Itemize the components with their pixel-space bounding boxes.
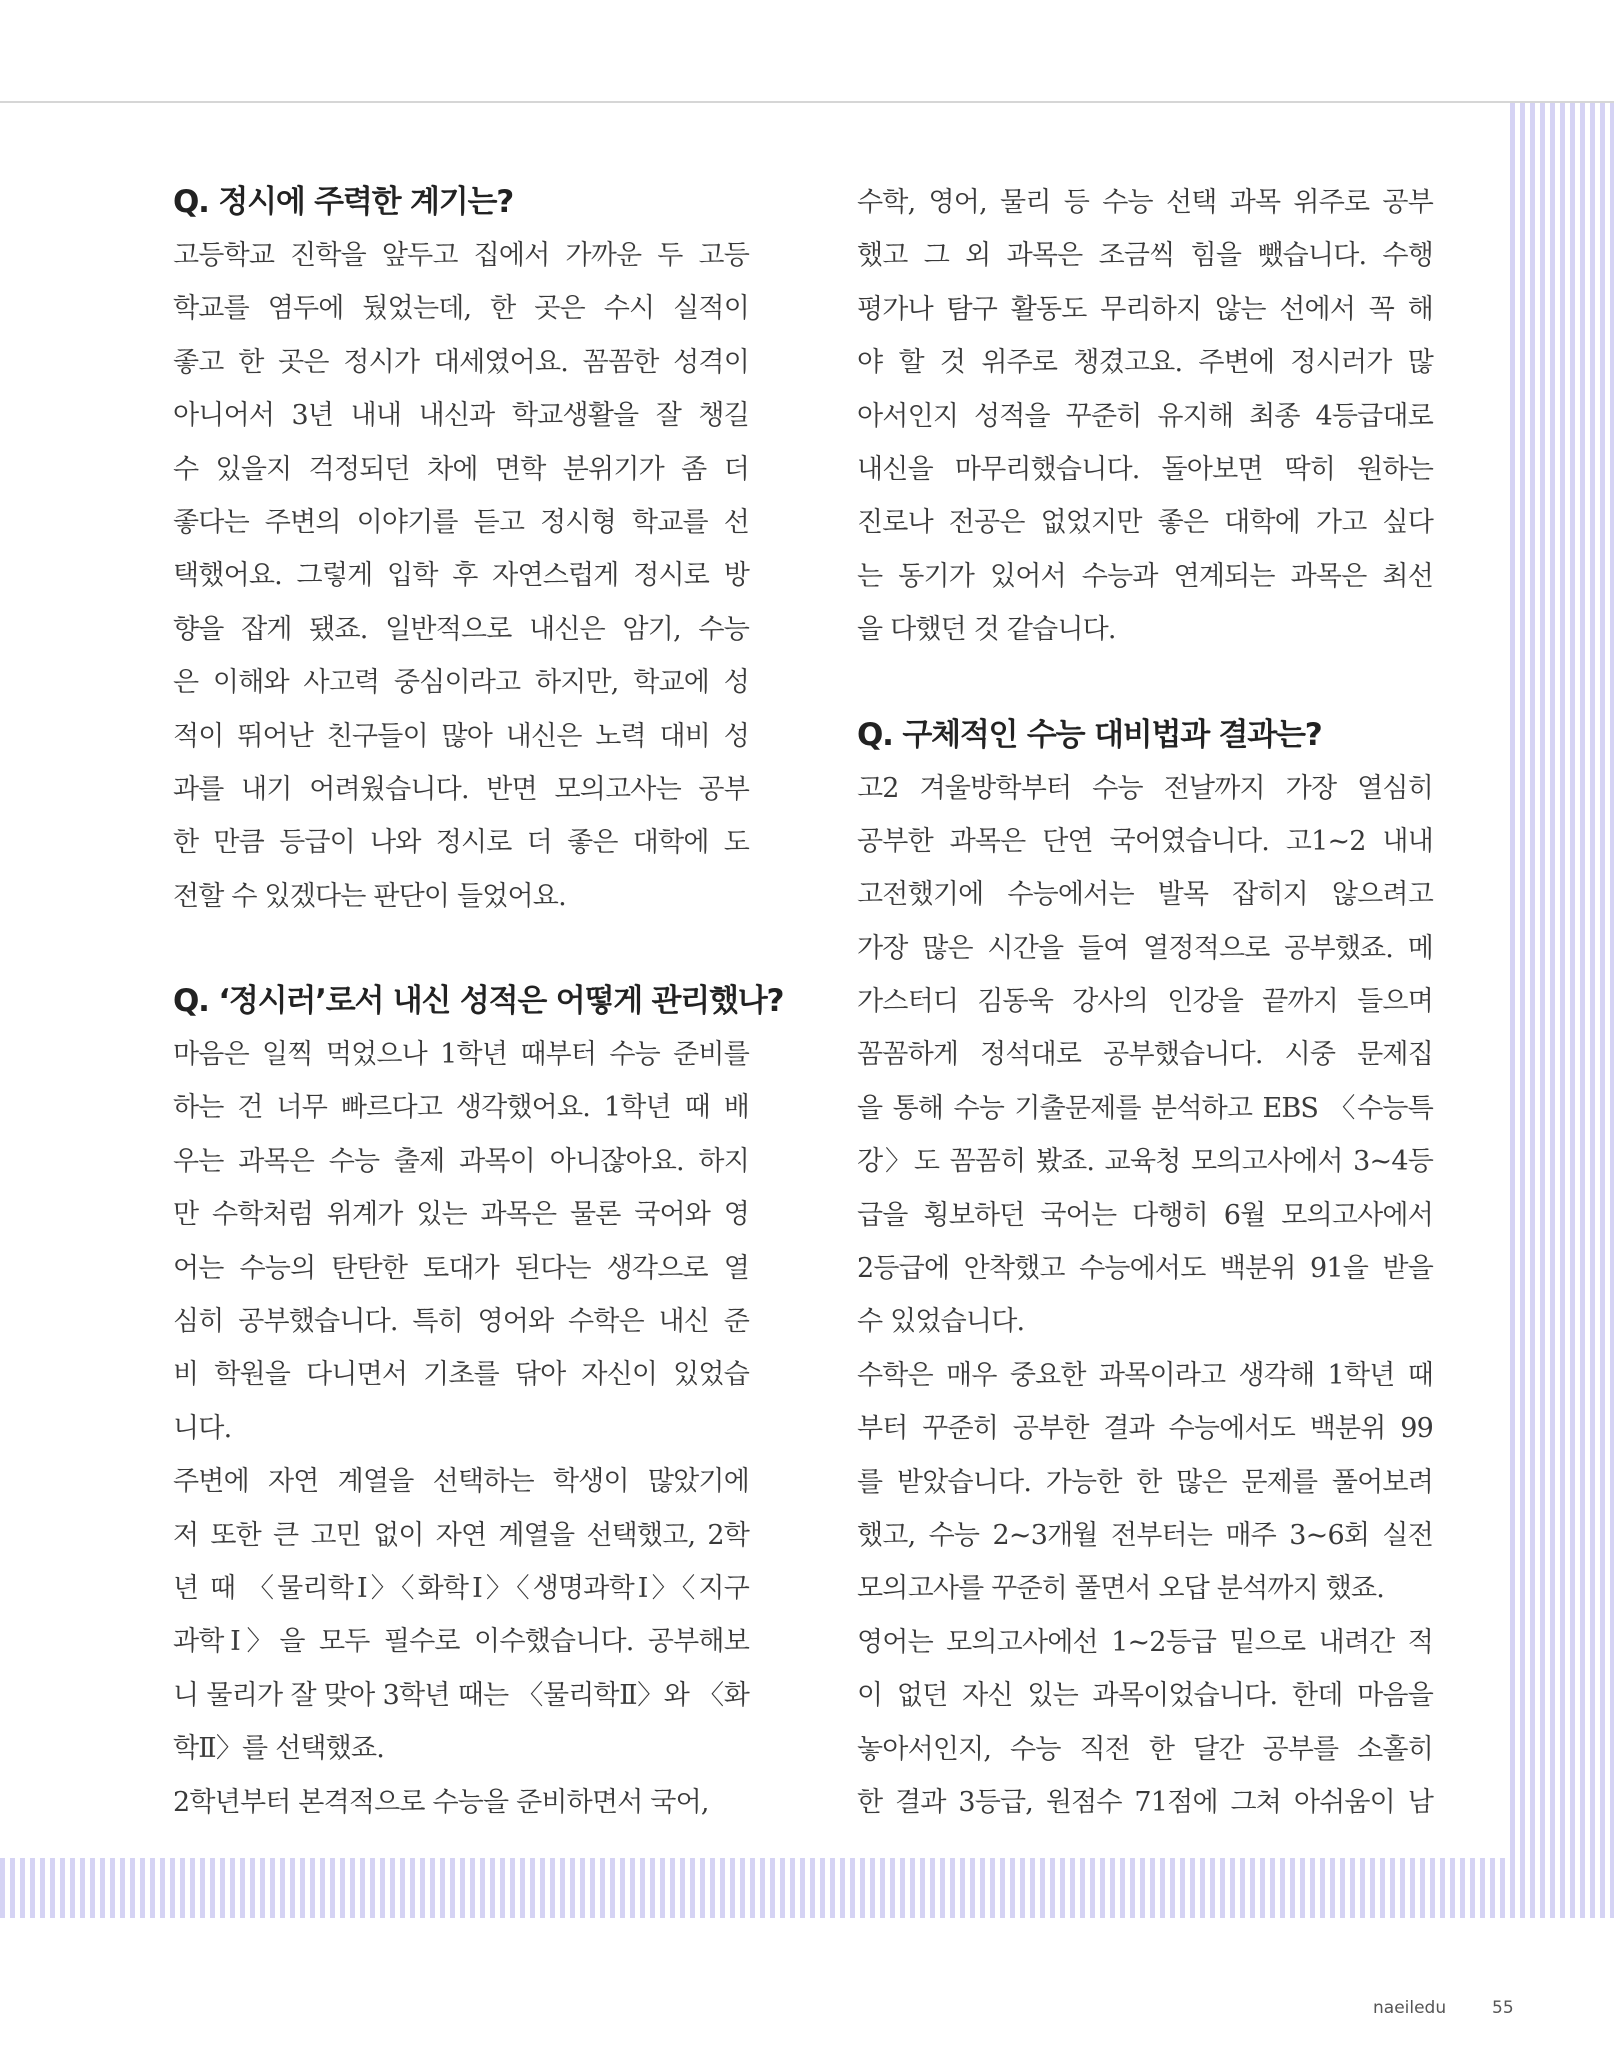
decorative-stripe-right [1510, 103, 1614, 1918]
text-line: 급을 횡보하던 국어는 다행히 6월 모의고사에서 [857, 1199, 1433, 1231]
answer-paragraph [173, 229, 749, 923]
text-line: 학교를 염두에 뒀었는데, 한 곳은 수시 실적이 [173, 293, 749, 325]
text-line: 택했어요. 그렇게 입학 후 자연스럽게 정시로 방 [173, 560, 749, 592]
answer-paragraph [173, 1028, 749, 1455]
text-line: 강〉도 꼼꼼히 봤죠. 교육청 모의고사에서 3~4등 [857, 1146, 1433, 1178]
answer-paragraph [857, 1616, 1433, 1830]
text-line: 수 있었습니다. [857, 1306, 1025, 1338]
text-line: 평가나 탐구 활동도 무리하지 않는 선에서 꼭 해 [857, 293, 1433, 325]
text-line: 저 또한 큰 고민 없이 자연 계열을 선택했고, 2학 [173, 1519, 749, 1551]
text-line: 2학년부터 본격적으로 수능을 준비하면서 국어, [173, 1786, 709, 1818]
answer-paragraph [857, 762, 1433, 1349]
text-line: 가스터디 김동욱 강사의 인강을 끝까지 들으며 [857, 986, 1433, 1018]
question-heading: Q. 정시에 주력한 계기는? [173, 184, 514, 220]
text-line: 심히 공부했습니다. 특히 영어와 수학은 내신 준 [173, 1306, 749, 1338]
text-line: 전할 수 있겠다는 판단이 들었어요. [173, 880, 566, 912]
text-line: 영어는 모의고사에선 1~2등급 밑으로 내려간 적 [857, 1626, 1433, 1658]
text-line: 좋다는 주변의 이야기를 듣고 정시형 학교를 선 [173, 506, 749, 538]
text-line: 을 통해 수능 기출문제를 분석하고 EBS 〈수능특 [857, 1092, 1433, 1124]
text-line: 만 수학처럼 위계가 있는 과목은 물론 국어와 영 [173, 1199, 749, 1231]
text-line: 우는 과목은 수능 출제 과목이 아니잖아요. 하지 [173, 1145, 749, 1177]
text-line: 적이 뛰어난 친구들이 많아 내신은 노력 대비 성 [173, 720, 749, 752]
text-line: 니 물리가 잘 맞아 3학년 때는 〈물리학Ⅱ〉와 〈화 [173, 1679, 749, 1711]
text-line: 수 있을지 걱정되던 차에 면학 분위기가 좀 더 [173, 453, 749, 485]
text-line: 했고 그 외 과목은 조금씩 힘을 뺐습니다. 수행 [857, 240, 1433, 272]
text-line: 모의고사를 꾸준히 풀면서 오답 분석까지 했죠. [857, 1573, 1385, 1605]
page-number: 55 [1492, 1998, 1514, 2018]
question-heading: Q. ‘정시러’로서 내신 성적은 어떻게 관리했나? [173, 983, 784, 1020]
text-line: 놓아서인지, 수능 직전 한 달간 공부를 소홀히 [857, 1733, 1433, 1765]
text-line: 과학Ⅰ〉을 모두 필수로 이수했습니다. 공부해보 [173, 1626, 749, 1658]
text-line: 를 받았습니다. 가능한 한 많은 문제를 풀어보려 [857, 1466, 1433, 1498]
text-line: 한 결과 3등급, 원점수 71점에 그쳐 아쉬움이 남 [857, 1786, 1433, 1818]
text-line: 고2 겨울방학부터 수능 전날까지 가장 열심히 [857, 772, 1433, 804]
text-line: 어는 수능의 탄탄한 토대가 된다는 생각으로 열 [173, 1252, 749, 1284]
text-line: 아서인지 성적을 꾸준히 유지해 최종 4등급대로 [857, 400, 1433, 432]
answer-paragraph [173, 1776, 749, 1829]
text-line: 했고, 수능 2~3개월 전부터는 매주 3~6회 실전 [857, 1519, 1433, 1551]
decorative-stripe-bottom [0, 1858, 1614, 1918]
text-line: 하는 건 너무 빠르다고 생각했어요. 1학년 때 배 [173, 1092, 749, 1124]
text-line: 니다. [173, 1412, 232, 1444]
text-line: 과를 내기 어려웠습니다. 반면 모의고사는 공부 [173, 773, 749, 805]
answer-paragraph [857, 176, 1433, 657]
right-column [857, 176, 1433, 1829]
text-line: 마음은 일찍 먹었으나 1학년 때부터 수능 준비를 [173, 1039, 749, 1071]
text-line: 야 할 것 위주로 챙겼고요. 주변에 정시러가 많 [857, 347, 1433, 379]
answer-paragraph [173, 1455, 749, 1775]
section-gap [173, 923, 749, 975]
text-line: 부터 꾸준히 공부한 결과 수능에서도 백분위 99 [857, 1413, 1433, 1445]
left-column [173, 176, 784, 1829]
text-line: 공부한 과목은 단연 국어였습니다. 고1~2 내내 [857, 825, 1433, 857]
text-line: 수학, 영어, 물리 등 수능 선택 과목 위주로 공부 [857, 187, 1433, 218]
text-line: 주변에 자연 계열을 선택하는 학생이 많았기에 [173, 1466, 749, 1498]
footer-brand: naeiledu [1373, 1998, 1447, 2018]
text-line: 진로나 전공은 없었지만 좋은 대학에 가고 싶다 [857, 507, 1433, 539]
text-line: 2등급에 안착했고 수능에서도 백분위 91을 받을 [857, 1253, 1433, 1285]
text-line: 은 이해와 사고력 중심이라고 하지만, 학교에 성 [173, 667, 749, 699]
text-line: 내신을 마무리했습니다. 돌아보면 딱히 원하는 [857, 453, 1433, 485]
text-line: 고등학교 진학을 앞두고 집에서 가까운 두 고등 [173, 240, 749, 271]
text-line: 꼼꼼하게 정석대로 공부했습니다. 시중 문제집 [857, 1039, 1433, 1071]
section-gap [857, 657, 1433, 709]
text-line: 비 학원을 다니면서 기초를 닦아 자신이 있었습 [173, 1359, 749, 1391]
text-line: 가장 많은 시간을 들여 열정적으로 공부했죠. 메 [857, 932, 1433, 964]
text-line: 학Ⅱ〉를 선택했죠. [173, 1733, 385, 1765]
question-heading: Q. 구체적인 수능 대비법과 결과는? [857, 716, 1322, 753]
text-line: 이 없던 자신 있는 과목이었습니다. 한데 마음을 [857, 1680, 1433, 1712]
text-line: 좋고 한 곳은 정시가 대세였어요. 꼼꼼한 성격이 [173, 346, 749, 378]
text-line: 아니어서 3년 내내 내신과 학교생활을 잘 챙길 [173, 400, 749, 432]
answer-paragraph [857, 1349, 1433, 1616]
text-line: 년 때 〈물리학Ⅰ〉〈화학Ⅰ〉〈생명과학Ⅰ〉〈지구 [173, 1572, 749, 1604]
text-line: 고전했기에 수능에서는 발목 잡히지 않으려고 [857, 879, 1433, 911]
text-line: 한 만큼 등급이 나와 정시로 더 좋은 대학에 도 [173, 827, 749, 859]
text-line: 는 동기가 있어서 수능과 연계되는 과목은 최선 [857, 560, 1433, 592]
text-line: 향을 잡게 됐죠. 일반적으로 내신은 암기, 수능 [173, 613, 749, 645]
text-line: 수학은 매우 중요한 과목이라고 생각해 1학년 때 [857, 1359, 1433, 1391]
text-line: 을 다했던 것 같습니다. [857, 614, 1116, 646]
